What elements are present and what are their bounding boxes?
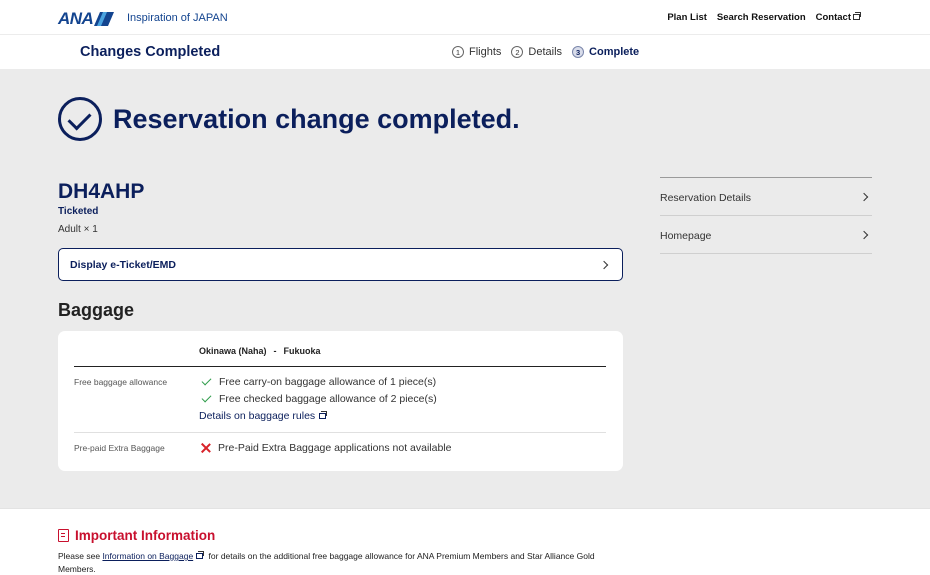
baggage-rules-link[interactable] bbox=[199, 410, 326, 422]
route bbox=[199, 346, 321, 356]
logo-text: ANA bbox=[58, 9, 94, 28]
step-flights bbox=[452, 46, 501, 58]
route-origin: Okinawa (Naha) bbox=[199, 346, 267, 356]
route-destination: Fukuoka bbox=[283, 346, 321, 356]
step-details bbox=[511, 46, 562, 58]
nav-search-reservation[interactable]: Search Reservation bbox=[716, 12, 806, 23]
step-number: 1 bbox=[452, 46, 464, 58]
eticket-button-label: Display e-Ticket/EMD bbox=[70, 259, 177, 271]
nav-contact[interactable] bbox=[816, 12, 860, 23]
confirmation-heading: Reservation change completed. bbox=[113, 103, 520, 134]
step-label: Details bbox=[528, 46, 563, 58]
important-title-text: Important Information bbox=[75, 528, 216, 543]
step-label: Complete bbox=[589, 46, 640, 58]
chevron-right-icon bbox=[860, 231, 868, 239]
link-homepage[interactable] bbox=[660, 216, 872, 254]
important-text bbox=[58, 550, 618, 575]
ticket-status: Ticketed bbox=[58, 206, 99, 217]
nav-contact-label: Contact bbox=[815, 12, 851, 23]
progress-header bbox=[0, 35, 930, 69]
checkmark-icon bbox=[202, 376, 212, 386]
display-eticket-button[interactable] bbox=[58, 248, 623, 281]
step-complete bbox=[572, 46, 639, 58]
prepaid-item-text: Pre-Paid Extra Baggage applications not available bbox=[218, 442, 452, 454]
progress-steps bbox=[452, 46, 639, 58]
free-item-text: Free checked baggage allowance of 2 piece(s) bbox=[219, 393, 437, 405]
baggage-info-link[interactable] bbox=[102, 551, 193, 561]
chevron-right-icon bbox=[860, 193, 868, 201]
important-information bbox=[0, 508, 930, 575]
baggage-info-link-label: Information on Baggage bbox=[102, 551, 194, 561]
cross-icon bbox=[201, 443, 211, 453]
prepaid-baggage-label: Pre-paid Extra Baggage bbox=[74, 443, 165, 453]
link-reservation-details[interactable] bbox=[660, 178, 872, 216]
side-links bbox=[660, 177, 872, 254]
chevron-right-icon bbox=[600, 261, 608, 269]
important-text-after: for details on the additional free baggage allowance for ANA Premium Members and Star Alliance Gold Members. bbox=[58, 551, 595, 574]
route-separator: - bbox=[273, 346, 277, 356]
top-header bbox=[0, 0, 930, 35]
check-circle-icon bbox=[58, 97, 102, 141]
baggage-heading: Baggage bbox=[58, 300, 135, 320]
confirmation-banner bbox=[58, 97, 520, 141]
step-number: 2 bbox=[511, 46, 523, 58]
side-link-label: Reservation Details bbox=[660, 192, 752, 204]
reservation-code: DH4AHP bbox=[58, 180, 145, 203]
divider bbox=[74, 366, 606, 367]
divider bbox=[74, 432, 606, 433]
ana-logo-mark-icon bbox=[94, 12, 114, 26]
baggage-card bbox=[58, 331, 623, 471]
passenger-count: Adult × 1 bbox=[58, 224, 98, 235]
checkmark-icon bbox=[202, 393, 212, 403]
step-number: 3 bbox=[572, 46, 584, 58]
free-item bbox=[201, 393, 437, 405]
free-item bbox=[201, 376, 436, 388]
top-nav bbox=[667, 12, 860, 23]
external-link-icon bbox=[319, 413, 326, 419]
nav-plan-list[interactable]: Plan List bbox=[667, 12, 707, 23]
document-icon bbox=[58, 529, 69, 542]
external-link-icon bbox=[853, 14, 860, 20]
page-title: Changes Completed bbox=[80, 44, 221, 60]
side-link-label: Homepage bbox=[660, 230, 712, 242]
important-title bbox=[58, 528, 215, 543]
ana-logo[interactable] bbox=[58, 9, 114, 29]
prepaid-item bbox=[201, 442, 451, 454]
tagline: Inspiration of JAPAN bbox=[127, 12, 228, 24]
free-item-text: Free carry-on baggage allowance of 1 piece(s) bbox=[219, 376, 437, 388]
baggage-rules-link-label: Details on baggage rules bbox=[199, 410, 316, 422]
external-link-icon bbox=[196, 553, 203, 559]
free-baggage-label: Free baggage allowance bbox=[74, 377, 168, 387]
important-text-before: Please see bbox=[58, 551, 101, 561]
step-label: Flights bbox=[469, 46, 502, 58]
